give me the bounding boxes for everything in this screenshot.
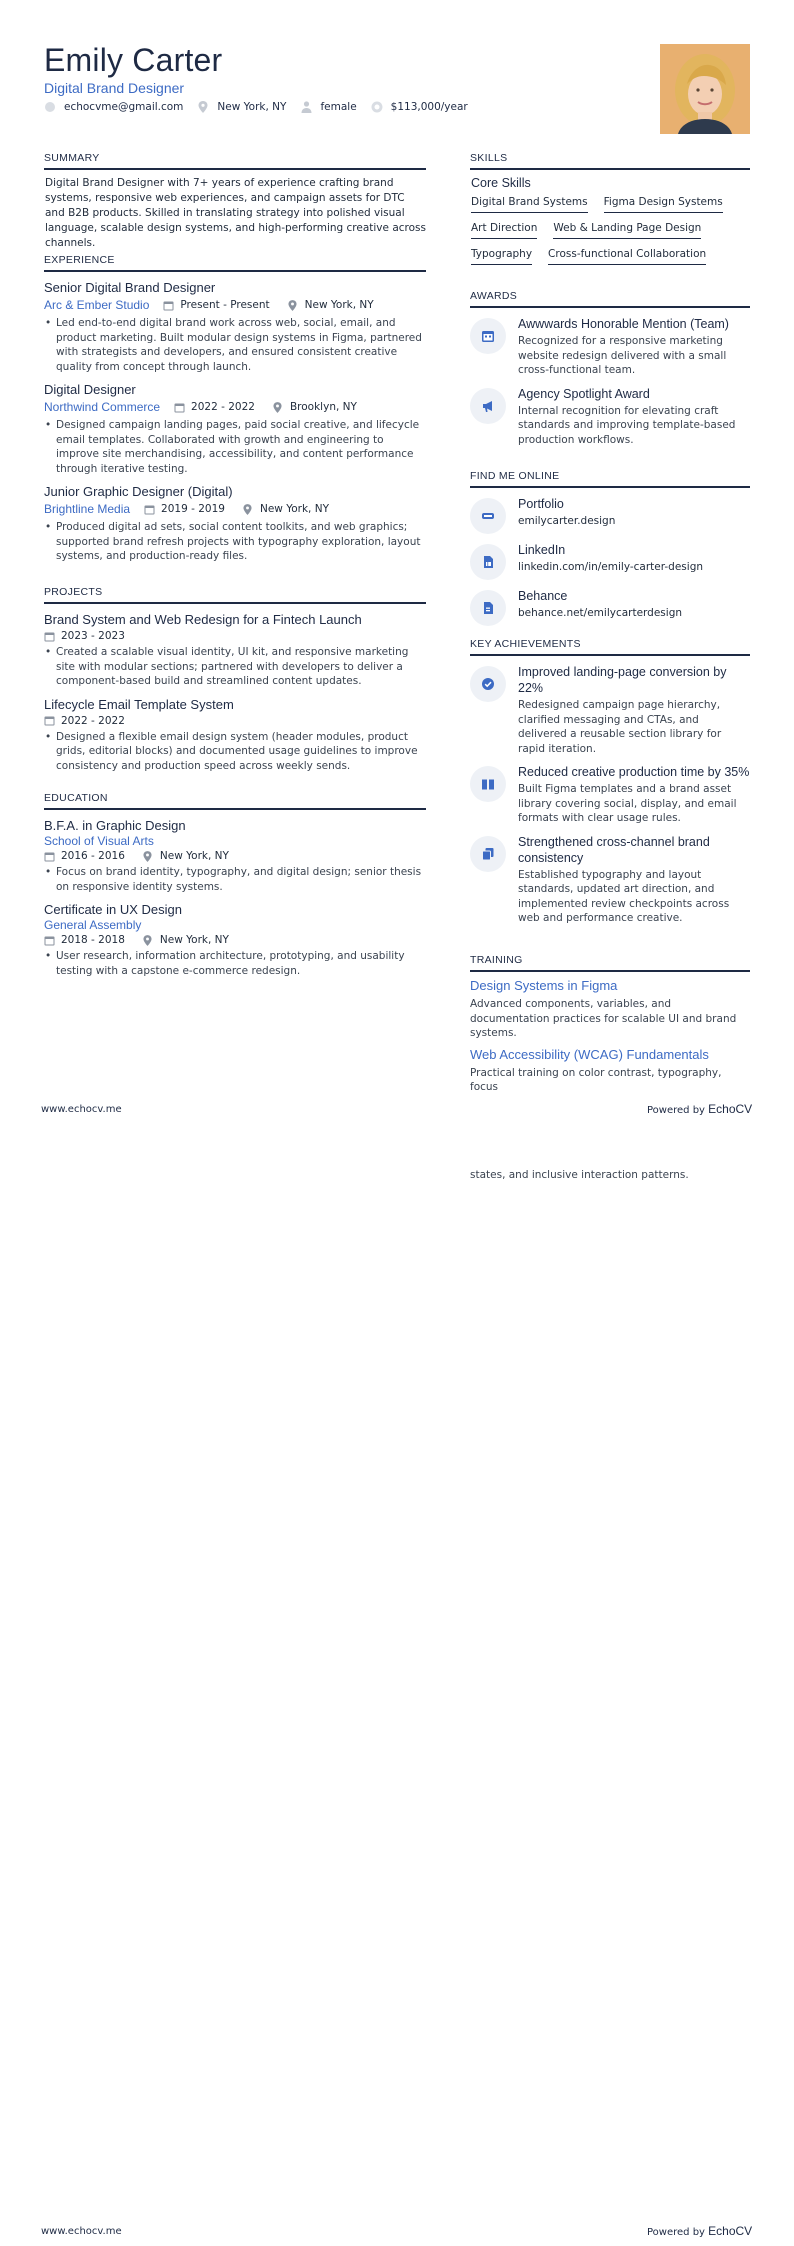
projects-section xyxy=(44,586,426,773)
copy-icon xyxy=(470,836,506,872)
portfolio-icon xyxy=(470,498,506,534)
footer-site[interactable]: www.echocv.me xyxy=(41,2226,122,2237)
experience-item xyxy=(44,484,426,564)
online-title: FIND ME ONLINE xyxy=(470,470,750,488)
summary-title: SUMMARY xyxy=(44,152,426,170)
experience-company: Northwind Commerce xyxy=(44,400,161,414)
training-text: Practical training on color contrast, typography, focus xyxy=(470,1066,722,1093)
training-title: TRAINING xyxy=(470,954,750,972)
footer-powered: Powered by EchoCV xyxy=(647,1102,753,1116)
skill-list xyxy=(470,196,750,274)
education-bullet: • Focus on brand identity, typography, and digital design; senior thesis on responsive identity systems. xyxy=(44,865,426,894)
calendar-icon xyxy=(44,631,55,642)
experience-item xyxy=(44,280,426,374)
education-title: EDUCATION xyxy=(44,792,426,810)
education-degree: Certificate in UX Design xyxy=(44,902,182,917)
experience-role: Junior Graphic Designer (Digital) xyxy=(44,484,233,499)
training-name: Web Accessibility (WCAG) Fundamentals xyxy=(470,1046,709,1062)
achievement-text: Redesigned campaign page hierarchy, clarified messaging and CTAs, and delivered a reusable section library for rapid iteration. xyxy=(518,699,722,755)
experience-bullet: • Produced digital ad sets, social content toolkits, and web graphics; supported brand refresh projects with typography exploration, layout systems, and production-ready files. xyxy=(44,520,426,564)
project-bullet: • Created a scalable visual identity, UI kit, and responsive marketing site with modular sections; partnered with developers to deliver a component-based build and streamlined content updates. xyxy=(44,645,426,689)
behance-file-icon xyxy=(470,590,506,626)
award-item xyxy=(470,386,750,448)
project-dates: 2023 - 2023 xyxy=(61,630,125,642)
project-name: Lifecycle Email Template System xyxy=(44,696,234,712)
location-pin-icon xyxy=(243,504,254,515)
skill-chip: Cross-functional Collaboration xyxy=(548,248,706,265)
achievement-name: Strengthened cross-channel brand consistency xyxy=(518,834,710,865)
awards-section xyxy=(470,290,750,447)
achievement-item xyxy=(470,764,750,826)
project-name: Brand System and Web Redesign for a Fintech Launch xyxy=(44,612,362,627)
contact-salary: $113,000/year xyxy=(371,101,468,113)
skills-section xyxy=(470,152,750,274)
avatar xyxy=(660,44,750,134)
education-location: New York, NY xyxy=(159,850,229,862)
experience-company: Arc & Ember Studio xyxy=(44,298,150,312)
achievement-item xyxy=(470,834,750,926)
experience-title: EXPERIENCE xyxy=(44,254,426,272)
person-icon xyxy=(300,101,312,113)
education-degree: B.F.A. in Graphic Design xyxy=(44,818,186,833)
experience-role: Senior Digital Brand Designer xyxy=(44,280,216,295)
awards-title: AWARDS xyxy=(470,290,750,308)
experience-bullet: • Designed campaign landing pages, paid social creative, and lifecycle email templates. Collaborated with growth and engineering to improve site merchandising, accessibility, and content performance through iterative testing. xyxy=(44,418,426,476)
education-school: General Assembly xyxy=(44,918,142,932)
online-item[interactable] xyxy=(470,496,750,534)
award-text: Internal recognition for elevating craft standards and improving template-based production workflows. xyxy=(518,404,736,446)
project-item xyxy=(44,612,426,689)
achievements-title: KEY ACHIEVEMENTS xyxy=(470,638,750,656)
calendar-icon xyxy=(44,935,55,946)
email-icon xyxy=(44,101,56,113)
linkedin-file-icon xyxy=(470,544,506,580)
training-section xyxy=(470,954,750,1093)
calendar-icon xyxy=(44,851,55,862)
education-school: School of Visual Arts xyxy=(44,834,154,848)
experience-company: Brightline Media xyxy=(44,502,131,516)
calendar-icon xyxy=(44,715,55,726)
megaphone-icon xyxy=(470,388,506,424)
online-item[interactable] xyxy=(470,542,750,580)
experience-section xyxy=(44,254,426,564)
skill-group-name: Core Skills xyxy=(471,176,531,190)
online-section xyxy=(470,470,750,626)
online-name: Portfolio xyxy=(518,497,564,511)
project-bullet: • Designed a flexible email design system (header modules, product grids, editorial blocks) and documented usage guidelines to improve consistency and production speed across weekly sends. xyxy=(44,730,426,774)
experience-dates: 2019 - 2019 xyxy=(161,503,225,515)
skill-chip: Figma Design Systems xyxy=(604,196,723,213)
education-location: New York, NY xyxy=(159,934,229,946)
summary-section xyxy=(44,152,426,251)
training-text-continued: states, and inclusive interaction patterns. xyxy=(470,1169,689,1181)
experience-role: Digital Designer xyxy=(44,382,136,397)
contact-gender: female xyxy=(300,101,356,113)
online-name: Behance xyxy=(518,589,568,603)
experience-location: Brooklyn, NY xyxy=(289,401,357,413)
education-item xyxy=(44,902,426,978)
education-section xyxy=(44,792,426,978)
award-item xyxy=(470,316,750,378)
experience-location: New York, NY xyxy=(259,503,329,515)
skills-title: SKILLS xyxy=(470,152,750,170)
training-item xyxy=(470,1046,750,1093)
experience-bullet: • Led end-to-end digital brand work across web, social, email, and product marketing. Built modular design systems in Figma, partnered with strategists and developers, and ensured consistent creative quality from concept through launch. xyxy=(44,316,426,374)
footer-site[interactable]: www.echocv.me xyxy=(41,1104,122,1115)
online-item[interactable] xyxy=(470,588,750,626)
education-item xyxy=(44,818,426,894)
award-name: Agency Spotlight Award xyxy=(518,386,650,401)
project-dates: 2022 - 2022 xyxy=(61,714,125,727)
footer-brand: EchoCV xyxy=(708,1102,753,1116)
experience-item xyxy=(44,382,426,476)
location-pin-icon xyxy=(143,935,154,946)
skill-chip: Art Direction xyxy=(471,222,537,239)
projects-title: PROJECTS xyxy=(44,586,426,604)
contact-location: New York, NY xyxy=(197,101,286,113)
location-pin-icon xyxy=(273,402,284,413)
salary-icon xyxy=(371,101,383,113)
training-text: Advanced components, variables, and documentation practices for scalable UI and brand systems. xyxy=(470,998,737,1039)
achievements-section xyxy=(470,638,750,926)
experience-dates: Present - Present xyxy=(180,299,270,311)
calendar-award-icon xyxy=(470,318,506,354)
skill-chip: Web & Landing Page Design xyxy=(553,222,701,239)
candidate-role: Digital Brand Designer xyxy=(44,80,185,96)
location-pin-icon xyxy=(197,101,209,113)
check-badge-icon xyxy=(470,666,506,702)
online-link[interactable]: behance.net/emilycarterdesign xyxy=(518,607,683,619)
calendar-icon xyxy=(174,402,185,413)
summary-text: Digital Brand Designer with 7+ years of experience crafting brand systems, responsive web experiences, and campaign assets for DTC and B2B products. Skilled in translating strategy into polished visual language, scalable design systems, and high-performing creative across channels. xyxy=(45,177,426,249)
experience-dates: 2022 - 2022 xyxy=(191,401,255,413)
location-pin-icon xyxy=(288,300,299,311)
achievement-name: Improved landing-page conversion by 22% xyxy=(518,665,727,695)
online-name: LinkedIn xyxy=(518,543,566,557)
award-text: Recognized for a responsive marketing website redesign delivered with a small cross-functional team. xyxy=(518,335,727,376)
online-link[interactable]: linkedin.com/in/emily-carter-design xyxy=(518,561,704,573)
skill-chip: Typography xyxy=(471,248,532,265)
footer-powered: Powered by EchoCV xyxy=(647,2224,753,2238)
education-bullet: • User research, information architecture, prototyping, and usability testing with a capstone e-commerce redesign. xyxy=(44,949,426,978)
achievement-name: Reduced creative production time by 35% xyxy=(518,765,750,779)
education-dates: 2016 - 2016 xyxy=(61,850,125,862)
award-name: Awwwards Honorable Mention (Team) xyxy=(518,317,729,331)
footer-brand: EchoCV xyxy=(708,2224,753,2238)
achievement-item xyxy=(470,664,750,756)
education-dates: 2018 - 2018 xyxy=(61,934,125,946)
achievement-text: Built Figma templates and a brand asset library covering social, display, and email formats with clear usage rules. xyxy=(518,783,737,824)
candidate-name: Emily Carter xyxy=(44,42,223,78)
training-name: Design Systems in Figma xyxy=(470,978,618,993)
location-pin-icon xyxy=(143,851,154,862)
book-icon xyxy=(470,766,506,802)
experience-location: New York, NY xyxy=(304,299,374,311)
online-link[interactable]: emilycarter.design xyxy=(518,515,616,527)
contact-email[interactable]: echocvme@gmail.com xyxy=(44,101,183,113)
calendar-icon xyxy=(144,504,155,515)
contact-bar xyxy=(44,101,482,113)
calendar-icon xyxy=(163,300,174,311)
project-item xyxy=(44,697,426,774)
training-item xyxy=(470,978,750,1041)
skill-chip: Digital Brand Systems xyxy=(471,196,588,213)
achievement-text: Established typography and layout standards, updated art direction, and implemented review checkpoints across web and performance creative. xyxy=(518,868,730,924)
